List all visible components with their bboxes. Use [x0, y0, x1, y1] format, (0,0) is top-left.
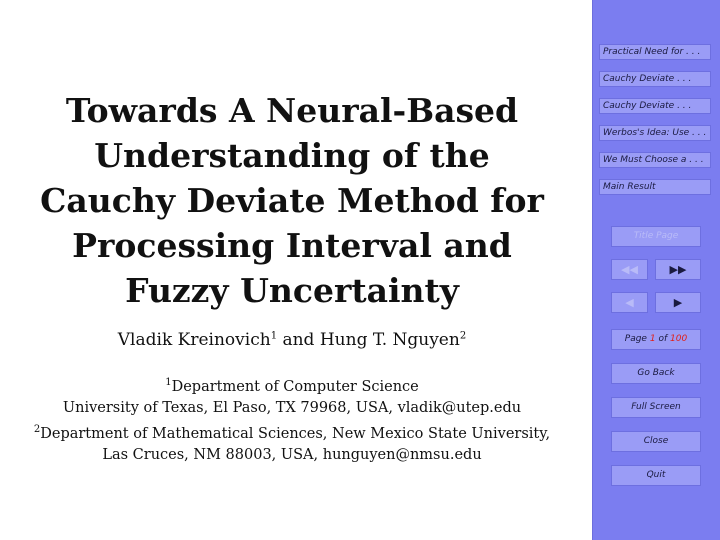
title-page-button[interactable]: Title Page	[611, 226, 701, 247]
page-current: 1	[649, 334, 656, 344]
section-link-main-result[interactable]: Main Result	[599, 179, 711, 195]
section-link-cauchy-deviate-2[interactable]: Cauchy Deviate . . .	[599, 98, 711, 114]
title-line: Processing Interval and	[72, 226, 512, 265]
affiliation-text: Department of Mathematical Sciences, New Mexico State University,	[40, 425, 551, 442]
title-line: Fuzzy Uncertainty	[125, 271, 459, 310]
affiliation-line	[10, 372, 574, 398]
author-name: Vladik Kreinovich	[117, 330, 271, 350]
title-line: Understanding of the	[94, 136, 490, 175]
affiliation-line: University of Texas, El Paso, TX 79968, USA, vladik@utep.edu	[62, 399, 522, 416]
affiliation-text: Department of Computer Science	[171, 378, 419, 395]
affil-mark: 2	[33, 423, 41, 435]
right-arrow-icon: ▶	[673, 296, 683, 309]
author-conjunction: and	[282, 330, 315, 350]
close-button[interactable]: Close	[611, 431, 701, 452]
quit-button[interactable]: Quit	[611, 465, 701, 486]
full-screen-button[interactable]: Full Screen	[611, 397, 701, 418]
slide-title	[16, 88, 568, 313]
author-affil-mark: 2	[459, 330, 467, 342]
double-left-arrow-icon: ◀◀	[621, 263, 638, 276]
section-link-practical-need[interactable]: Practical Need for . . .	[599, 44, 711, 60]
left-arrow-icon: ◀	[625, 296, 634, 309]
forward-button[interactable]	[655, 292, 701, 313]
page-of: of	[658, 334, 668, 344]
affiliations	[10, 372, 574, 466]
affiliation-line: Las Cruces, NM 88003, USA, hunguyen@nmsu.edu	[102, 446, 482, 463]
author-list	[16, 330, 568, 350]
back-button[interactable]	[611, 292, 648, 313]
page-total: 100	[670, 334, 688, 344]
fast-forward-button[interactable]	[655, 259, 701, 280]
author-name: Hung T. Nguyen	[319, 330, 460, 350]
affil-mark: 1	[165, 377, 172, 388]
section-link-cauchy-deviate-1[interactable]: Cauchy Deviate . . .	[599, 71, 711, 87]
page-label: Page	[624, 334, 647, 344]
go-back-button[interactable]: Go Back	[611, 363, 701, 384]
section-link-werbos-idea[interactable]: Werbos's Idea: Use . . .	[599, 125, 711, 141]
page-indicator	[611, 329, 701, 350]
affiliation-line	[10, 419, 574, 445]
section-link-must-choose[interactable]: We Must Choose a . . .	[599, 152, 711, 168]
title-line: Towards A Neural-Based	[65, 91, 519, 130]
fast-back-button[interactable]	[611, 259, 648, 280]
title-line: Cauchy Deviate Method for	[40, 181, 544, 220]
navigation-sidebar	[592, 0, 720, 540]
double-right-arrow-icon: ▶▶	[669, 263, 687, 276]
author-affil-mark: 1	[270, 330, 278, 342]
